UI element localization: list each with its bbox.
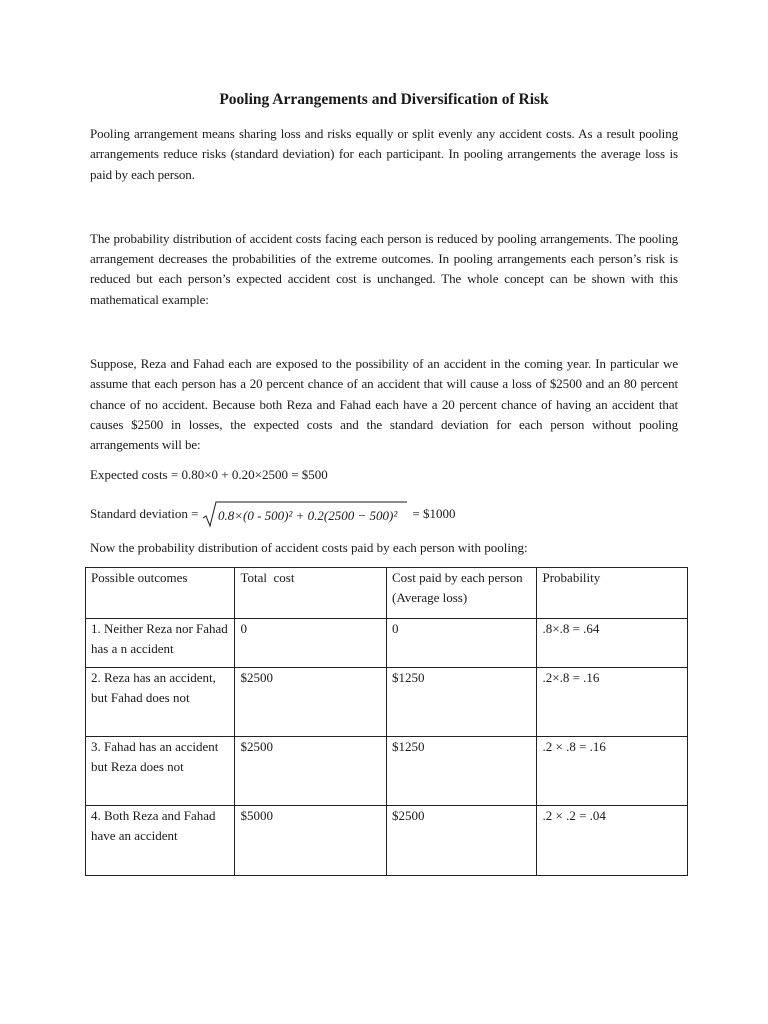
- cell-total-cost: $5000: [235, 805, 387, 875]
- document-title: Pooling Arrangements and Diversification of Risk: [219, 91, 549, 108]
- header-possible-outcomes: Possible outcomes: [86, 567, 235, 618]
- cell-probability: .2 × .2 = .04: [537, 805, 688, 875]
- header-cost-paid: Cost paid by each person (Average loss): [386, 567, 537, 618]
- square-root-formula: [202, 500, 408, 528]
- table-row: [86, 805, 688, 875]
- cell-outcome: 1. Neither Reza nor Fahad has a n accident: [86, 618, 235, 667]
- header-total-cost: Total cost: [235, 567, 387, 618]
- paragraph-example: Suppose, Reza and Fahad each are exposed to the possibility of an accident in the coming year. In particular we assume that each person has a 20 percent chance of an accident that will cause a loss of $2500 and an 80 percent chance of no accident. Because both Reza and Fahad each have a 20 percent chance of having an accident that causes $2500 in losses, the expected costs and the standard deviation for each person without pooling arrangements will be:: [90, 356, 678, 453]
- table-row: [86, 667, 688, 736]
- cell-probability: .2 × .8 = .16: [537, 736, 688, 805]
- expected-costs-equation: Expected costs = 0.80×0 + 0.20×2500 = $500: [90, 466, 328, 482]
- cell-outcome: 2. Reza has an accident, but Fahad does not: [86, 667, 235, 736]
- cell-cost-paid: $2500: [386, 805, 537, 875]
- cell-cost-paid: 0: [386, 618, 537, 667]
- cell-total-cost: $2500: [235, 736, 387, 805]
- document-page: [90, 90, 678, 876]
- table-intro: Now the probability distribution of accident costs paid by each person with pooling:: [90, 539, 528, 555]
- cell-probability: .2×.8 = .16: [537, 667, 688, 736]
- cell-total-cost: $2500: [235, 667, 387, 736]
- paragraph-probability-distribution: The probability distribution of accident costs facing each person is reduced by pooling arrangements. The pooling arrangement decreases the probabilities of the extreme outcomes. In pooling arrangements each person’s risk is reduced but each person’s expected accident cost is unchanged. The whole concept can be shown with this mathematical example:: [90, 230, 678, 307]
- cell-cost-paid: $1250: [386, 667, 537, 736]
- table-row: [86, 736, 688, 805]
- cell-probability: .8×.8 = .64: [537, 618, 688, 667]
- table-header-row: [86, 567, 688, 618]
- paragraph-pooling-definition: Pooling arrangement means sharing loss and risks equally or split evenly any accident costs. As a result pooling arrangements reduce risks (standard deviation) for each participant. In pooling arrangements the average loss is paid by each person.: [90, 126, 678, 182]
- cell-outcome: 3. Fahad has an accident but Reza does not: [86, 736, 235, 805]
- std-dev-result: = $1000: [412, 505, 456, 521]
- standard-deviation-equation: [90, 499, 678, 529]
- cell-total-cost: 0: [235, 618, 387, 667]
- header-probability: Probability: [537, 567, 688, 618]
- cell-cost-paid: $1250: [386, 736, 537, 805]
- std-dev-label: Standard deviation =: [90, 505, 199, 521]
- table-row: [86, 618, 688, 667]
- std-dev-formula-text: 0.8×(0 - 500)² + 0.2(2500 − 500)²: [218, 507, 398, 523]
- outcomes-table: [85, 567, 688, 876]
- cell-outcome: 4. Both Reza and Fahad have an accident: [86, 805, 235, 875]
